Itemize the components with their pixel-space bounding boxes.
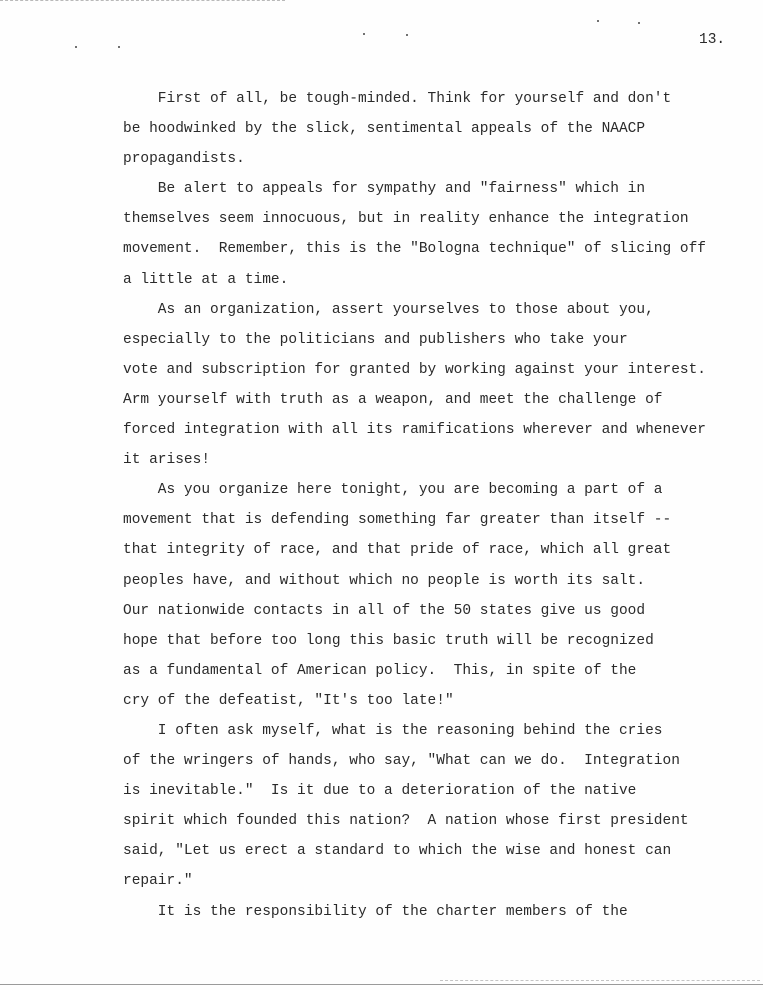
text-line: especially to the politicians and publishers who take your: [123, 331, 628, 348]
text-line: Our nationwide contacts in all of the 50 states give us good: [123, 602, 646, 619]
scan-speck: [597, 20, 599, 22]
text-line: it arises!: [123, 452, 211, 469]
text-line: cry of the defeatist, "It's too late!": [123, 692, 454, 709]
page-number: 13.: [699, 32, 726, 48]
text-line: that integrity of race, and that pride of race, which all great: [123, 542, 672, 559]
scan-speck: [406, 34, 408, 36]
text-line: propagandists.: [123, 151, 245, 168]
text-line: themselves seem innocuous, but in reality enhance the integration: [123, 211, 689, 228]
text-line: vote and subscription for granted by working against your interest.: [123, 361, 706, 378]
text-line: forced integration with all its ramifications wherever and whenever: [123, 422, 706, 439]
text-line: said, "Let us erect a standard to which the wise and honest can: [123, 843, 672, 860]
text-line: spirit which founded this nation? A nation whose first president: [123, 813, 689, 830]
text-line: as a fundamental of American policy. This, in spite of the: [123, 662, 637, 679]
bottom-edge-rule: [0, 984, 763, 985]
text-line: peoples have, and without which no people is worth its salt.: [123, 572, 646, 589]
text-line: As you organize here tonight, you are becoming a part of a: [123, 482, 663, 499]
text-line: repair.": [123, 873, 193, 890]
text-line: movement that is defending something far greater than itself --: [123, 512, 672, 529]
text-line: a little at a time.: [123, 271, 289, 288]
body-text: [123, 88, 743, 931]
top-edge-rule: [0, 0, 285, 1]
text-line: It is the responsibility of the charter members of the: [123, 903, 628, 920]
text-line: As an organization, assert yourselves to those about you,: [123, 301, 654, 318]
text-line: is inevitable." Is it due to a deterioration of the native: [123, 783, 637, 800]
scan-speck: [638, 22, 640, 24]
bottom-edge-dash: [440, 980, 760, 981]
text-line: Arm yourself with truth as a weapon, and meet the challenge of: [123, 391, 663, 408]
text-line: be hoodwinked by the slick, sentimental appeals of the NAACP: [123, 121, 646, 138]
text-line: I often ask myself, what is the reasoning behind the cries: [123, 722, 663, 739]
scan-speck: [75, 46, 77, 48]
text-line: First of all, be tough-minded. Think for yourself and don't: [123, 91, 672, 107]
text-line: hope that before too long this basic truth will be recognized: [123, 632, 654, 649]
scan-speck: [118, 46, 120, 48]
text-line: of the wringers of hands, who say, "What can we do. Integration: [123, 753, 680, 770]
text-line: movement. Remember, this is the "Bologna technique" of slicing off: [123, 241, 706, 258]
scan-speck: [363, 33, 365, 35]
text-line: Be alert to appeals for sympathy and "fairness" which in: [123, 181, 646, 198]
